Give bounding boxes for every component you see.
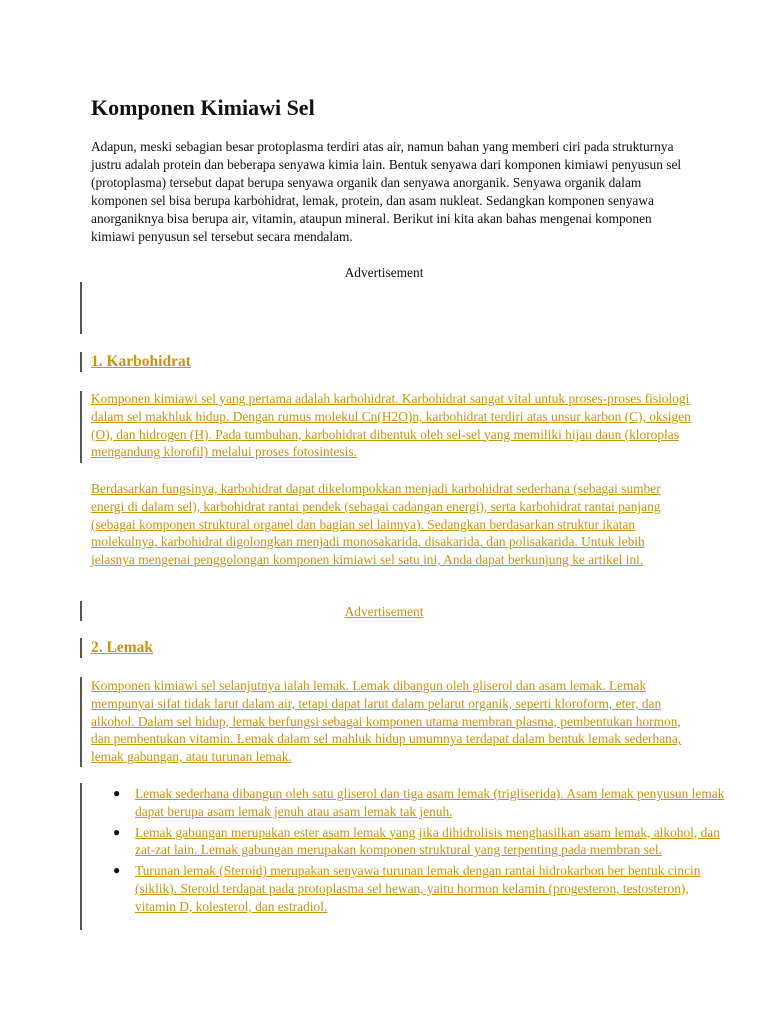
list-item-text: Turunan lemak (Steroid) merupakan senyawa turunan lemak dengan rantai hidrokarbon ber bentuk cincin (siklik). Steroid terdapat pada protoplasma sel hewan, yaitu hormon kelamin (progesteron, testosteron), vitamin D, kolesterol, dan estradiol. — [135, 863, 701, 914]
section-heading-lemak[interactable]: 2. Lemak — [91, 639, 153, 656]
ad-placeholder-bar — [80, 282, 82, 334]
list-bar — [80, 783, 82, 930]
intro-paragraph: Adapun, meski sebagian besar protoplasma terdiri atas air, namun bahan yang memberi ciri pada strukturnya justru adalah protein dan beberapa senyawa kimia lain. Bentuk senyawa dari komponen kimiawi penyusun sel (protoplasma) tersebut dapat berupa senyawa organik dan senyawa anorganik. Senyawa organik dalam komponen sel bisa berupa karbohidrat, lemak, protein, dan asam nukleat. Sedangkan komponen senyawa anorganiknya bisa berupa air, vitamin, ataupun mineral. Berikut ini kita akan bahas mengenai komponen kimiawi penyusun sel tersebut secara mendalam. — [91, 139, 682, 244]
advertisement-label: Advertisement — [344, 265, 424, 280]
advertisement-link[interactable]: Advertisement — [344, 604, 424, 619]
list-item[interactable] — [113, 862, 735, 915]
heading-bar — [80, 638, 82, 658]
bullet-icon: ● — [113, 786, 121, 800]
list-item-text: Lemak sederhana dibangun oleh satu gliserol dan tiga asam lemak (trigliserida). Asam lemak penyusun lemak dapat berupa asam lemak jenuh atau asam lemak tak jenuh. — [135, 786, 725, 819]
section-heading-karbohidrat[interactable]: 1. Karbohidrat — [91, 353, 191, 370]
list-item[interactable] — [113, 824, 735, 860]
karbohidrat-paragraph-2[interactable]: Berdasarkan fungsinya, karbohidrat dapat dikelompokkan menjadi karbohidrat sederhana (sebagai sumber energi di dalam sel), karbohidrat rantai pendek (sebagai cadangan energi), serta karbohidrat rantai panjang (sebagai komponen struktural organel dan bagian sel lainnya). Sedangkan berdasarkan struktur ikatan molekulnya, karbohidrat digolongkan menjadi monosakarida, disakarida, dan polisakarida. Untuk lebih jelasnya mengenai penggolongan komponen kimiawi sel satu ini, Anda dapat berkunjung ke artikel ini. — [91, 481, 661, 568]
paragraph-bar — [80, 391, 82, 463]
bullet-icon: ● — [113, 824, 121, 839]
heading-bar — [80, 352, 82, 372]
bullet-icon: ● — [113, 863, 121, 878]
paragraph-bar — [80, 677, 82, 767]
lemak-bullet-list — [91, 785, 735, 919]
lemak-paragraph-1[interactable]: Komponen kimiawi sel selanjutnya ialah lemak. Lemak dibangun oleh gliserol dan asam lemak. Lemak mempunyai sifat tidak larut dalam air, tetapi dapat larut dalam pelarut organik, seperti kloroform, eter, dan alkohol. Dalam sel hidup, lemak berfungsi sebagai komponen utama membran plasma, pembentukan hormon, dan pembentukan vitamin. Lemak dalam sel mahluk hidup umumnya terdapat dalam bentuk lemak sederhana, lemak gabungan, atau turunan lemak. — [91, 678, 682, 765]
list-item-text: Lemak gabungan merupakan ester asam lemak yang jika dihidrolisis menghasilkan asam lemak, alkohol, dan zat-zat lain. Lemak gabungan merupakan komponen struktural yang terpenting pada membran sel. — [135, 824, 720, 858]
list-item[interactable] — [113, 785, 735, 821]
page-title: Komponen Kimiawi Sel — [91, 95, 315, 120]
karbohidrat-paragraph-1[interactable]: Komponen kimiawi sel yang pertama adalah karbohidrat. Karbohidrat sangat vital untuk proses-proses fisiologi dalam sel makhluk hidup. Dengan rumus molekul Cn(H2O)n, karbohidrat terdiri atas unsur karbon (C), oksigen (O), dan hidrogen (H). Pada tumbuhan, karbohidrat dibentuk oleh sel-sel yang memiliki hijau daun (kloroplas mengandung klorofil) melalui proses fotosintesis. — [91, 391, 691, 460]
